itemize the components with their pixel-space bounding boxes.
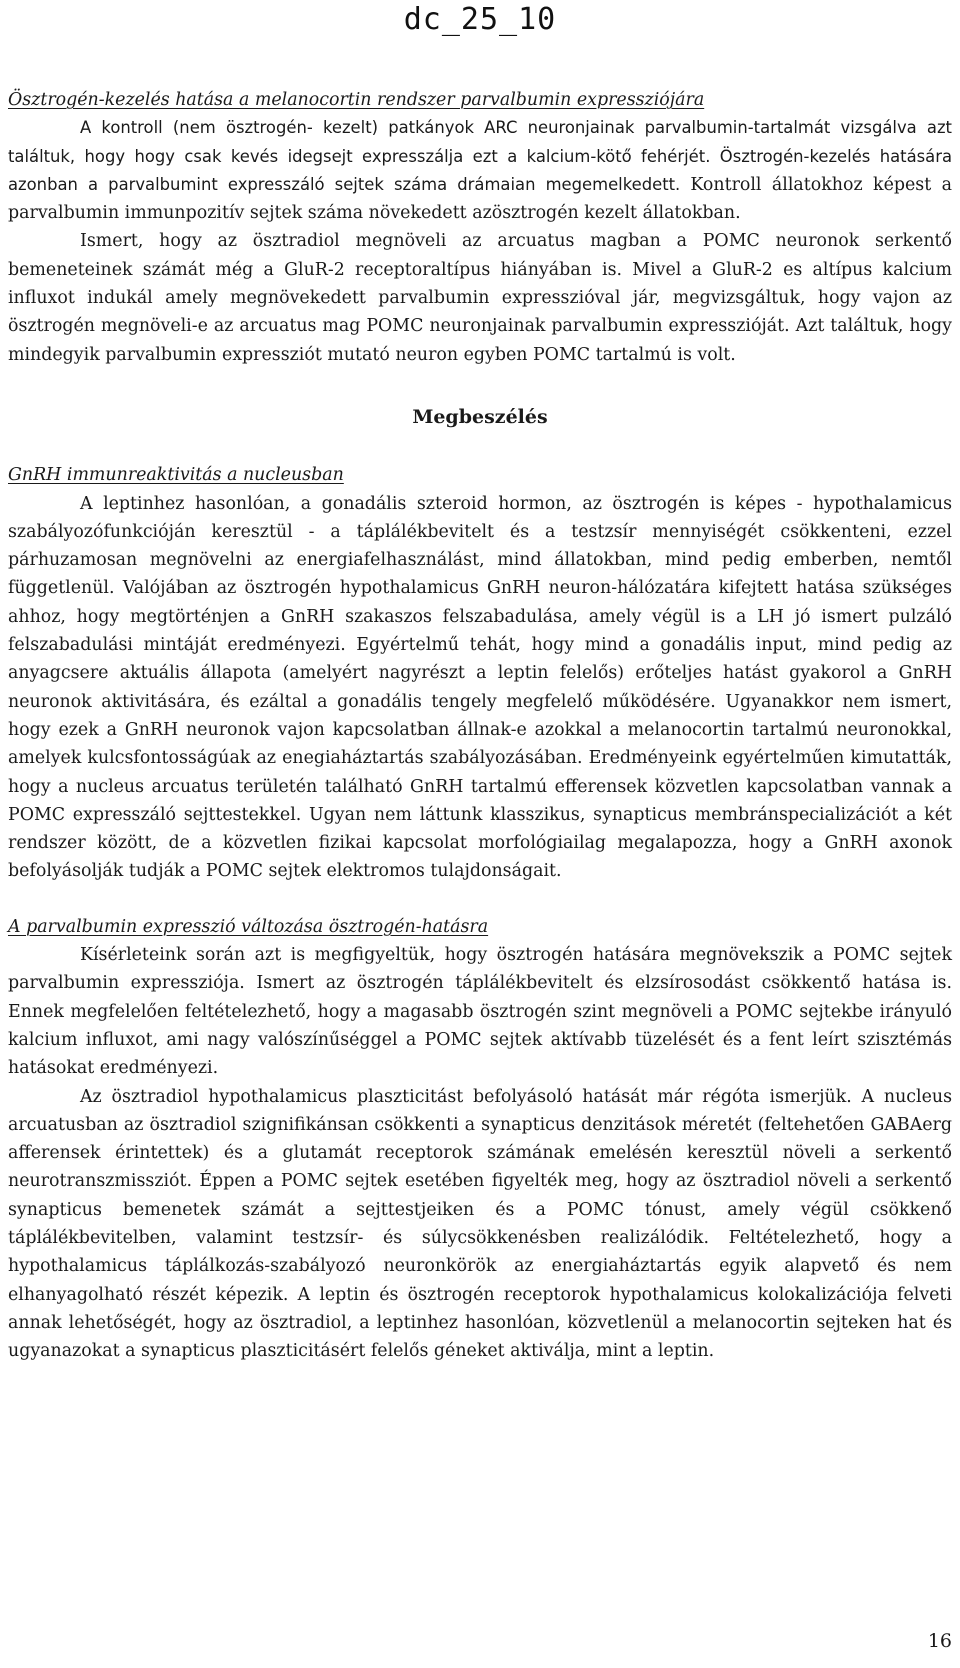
spacer [8,369,952,403]
paragraph-control-rats-sans-text: A kontroll (nem ösztrogén- kezelt) patkányok ARC neuronjainak parvalbumin-tartalmát vizsgálva azt találtuk, hogy hogy csak kevés idegsejt expresszálja ezt a kalcium-kötő fehérjét. Ösztrogén-kezelés hatására azonban a parvalbumint expresszáló sejtek száma drámaian megemelkedett. [8,118,952,194]
document-code: dc_25_10 [403,2,557,37]
spacer [8,886,952,913]
discussion-heading: Megbeszélés [412,405,548,428]
section-title-gnrh: GnRH immunreaktivitás a nucleusban [8,465,344,486]
paragraph-estradiol-gluR2: Ismert, hogy az ösztradiol megnöveli az arcuatus magban a POMC neuronok serkentő bemeneteinek számát még a GluR-2 receptoraltípus hiányában is. Mivel a GluR-2 es altípus kalcium influxot indukál amely megnövekedett parvalbumin expresszióval jár, megvizsgáltuk, hogy vajon az ösztrogén megnöveli-e az arcuatus mag POMC neuronjainak parvalbumin expresszióját. Azt találtuk, hogy mindegyik parvalbumin expressziót mutató neuron egyben POMC tartalmú is volt. [8,231,952,365]
section-title-parvalbumin-change: A parvalbumin expresszió változása ösztrogén-hatásra [8,916,489,937]
paragraph-parvalbumin-observation: Kísérleteink során azt is megfigyeltük, hogy ösztrogén hatására megnövekszik a POMC sejtek parvalbumin expressziója. Ismert az ösztrogén táplálékbevitelt és elzsírosodást csökkentő hatása is. Ennek megfelelően feltételezhető, hogy a magasabb ösztrogén szint megnöveli a POMC sejtekbe irányuló kalcium influxot, ami nagy valószínűséggel a POMC sejtek aktívabb tüzelését és a fent leírt szisztémás hatásokat eredményezi. [8,945,952,1079]
section-title-estrogen-parvalbumin: Ösztrogén-kezelés hatása a melanocortin rendszer parvalbumin expressziójára [8,90,705,110]
page-content [8,86,952,1365]
paragraph-estradiol-plasticity: Az ösztradiol hypothalamicus plaszticitást befolyásoló hatását már régóta ismerjük. A nucleus arcuatusban az ösztradiol szignifikánsan csökkenti a synapticus denzitások méretét (feltehetően GABAerg afferensek érintettek) és a glutamát receptorok számának emelésén keresztül növeli a serkentő neurotranszmissziót. Éppen a POMC sejtek esetében figyelték meg, hogy az ösztradiol növeli a serkentő synapticus bemenetek számát a sejttestjeiken és a POMC tónust, amely végül csökkenő táplálékbevitelben, valamint testzsír- és súlycsökkenésben realizálódik. Feltételezhető, hogy a hypothalamicus táplálkozás-szabályozó neuronkörök az energiaháztartás egyik alapvető és nem elhanyagolható részét képezik. A leptin és ösztrogén receptorok hypothalamicus kolokalizációja felveti annak lehetőségét, hogy az ösztradiol, a leptinhez hasonlóan, közvetlenül a melanocortin sejteken hat és ugyanazokat a synapticus plaszticitásért felelős géneket aktiválja, mint a leptin. [8,1086,952,1362]
paragraph-control-rats-serif-text: Kontroll állatokhoz képest a parvalbumin immunpozitív sejtek száma növekedett azösztrogén kezelt állatokban. [8,174,952,224]
page-number: 16 [927,1630,952,1652]
paragraph-gnrh-discussion: A leptinhez hasonlóan, a gonadális szteroid hormon, az ösztrogén is képes - hypothalamicus szabályozófunkcióján keresztül - a táplálékbevitelt és a testzsír mennyiségét csökkenteni, ezzel párhuzamosan megnövelni az energiafelhasználást, mind állatokban, mind pedig emberben, nemtől függetlenül. Valójában az ösztrogén hypothalamicus GnRH neuron-hálózatára kifejtett hatása szükséges ahhoz, hogy megtörténjen a GnRH szakaszos felszabadulása, amely végül is a LH jó ismert pulzáló felszabadulási mintáját eredményezi. Egyértelmű tehát, hogy mind a gonadális input, mind pedig az anyagcsere aktuális állapota (amelyért nagyrészt a leptin felelős) erőteljes hatást gyakorol a GnRH neuronok aktivitására, és ezáltal a gonadális tengely megfelelő működésére. Ugyanakkor nem ismert, hogy ezek a GnRH neuronok vajon kapcsolatban állnak-e azokkal a melanocortin tartalmú neuronokkal, amelyek kulcsfontosságúak az enegiaháztartás szabályozásában. Eredményeink egyértelműen kimutatták, hogy a nucleus arcuatus területén található GnRH tartalmú efferensek közvetlen kapcsolatban vannak a POMC expresszáló sejttestekkel. Ugyan nem láttunk klasszikus, synapticus membránspecializációt a két rendszer között, de a közvetlen fizikai kapcsolat morfológiailag megalapozza, hogy a GnRH axonok befolyásolják tudják a POMC sejtek elektromos tulajdonságait. [8,493,952,882]
spacer [8,431,952,461]
paragraph-control-rats [8,114,952,227]
